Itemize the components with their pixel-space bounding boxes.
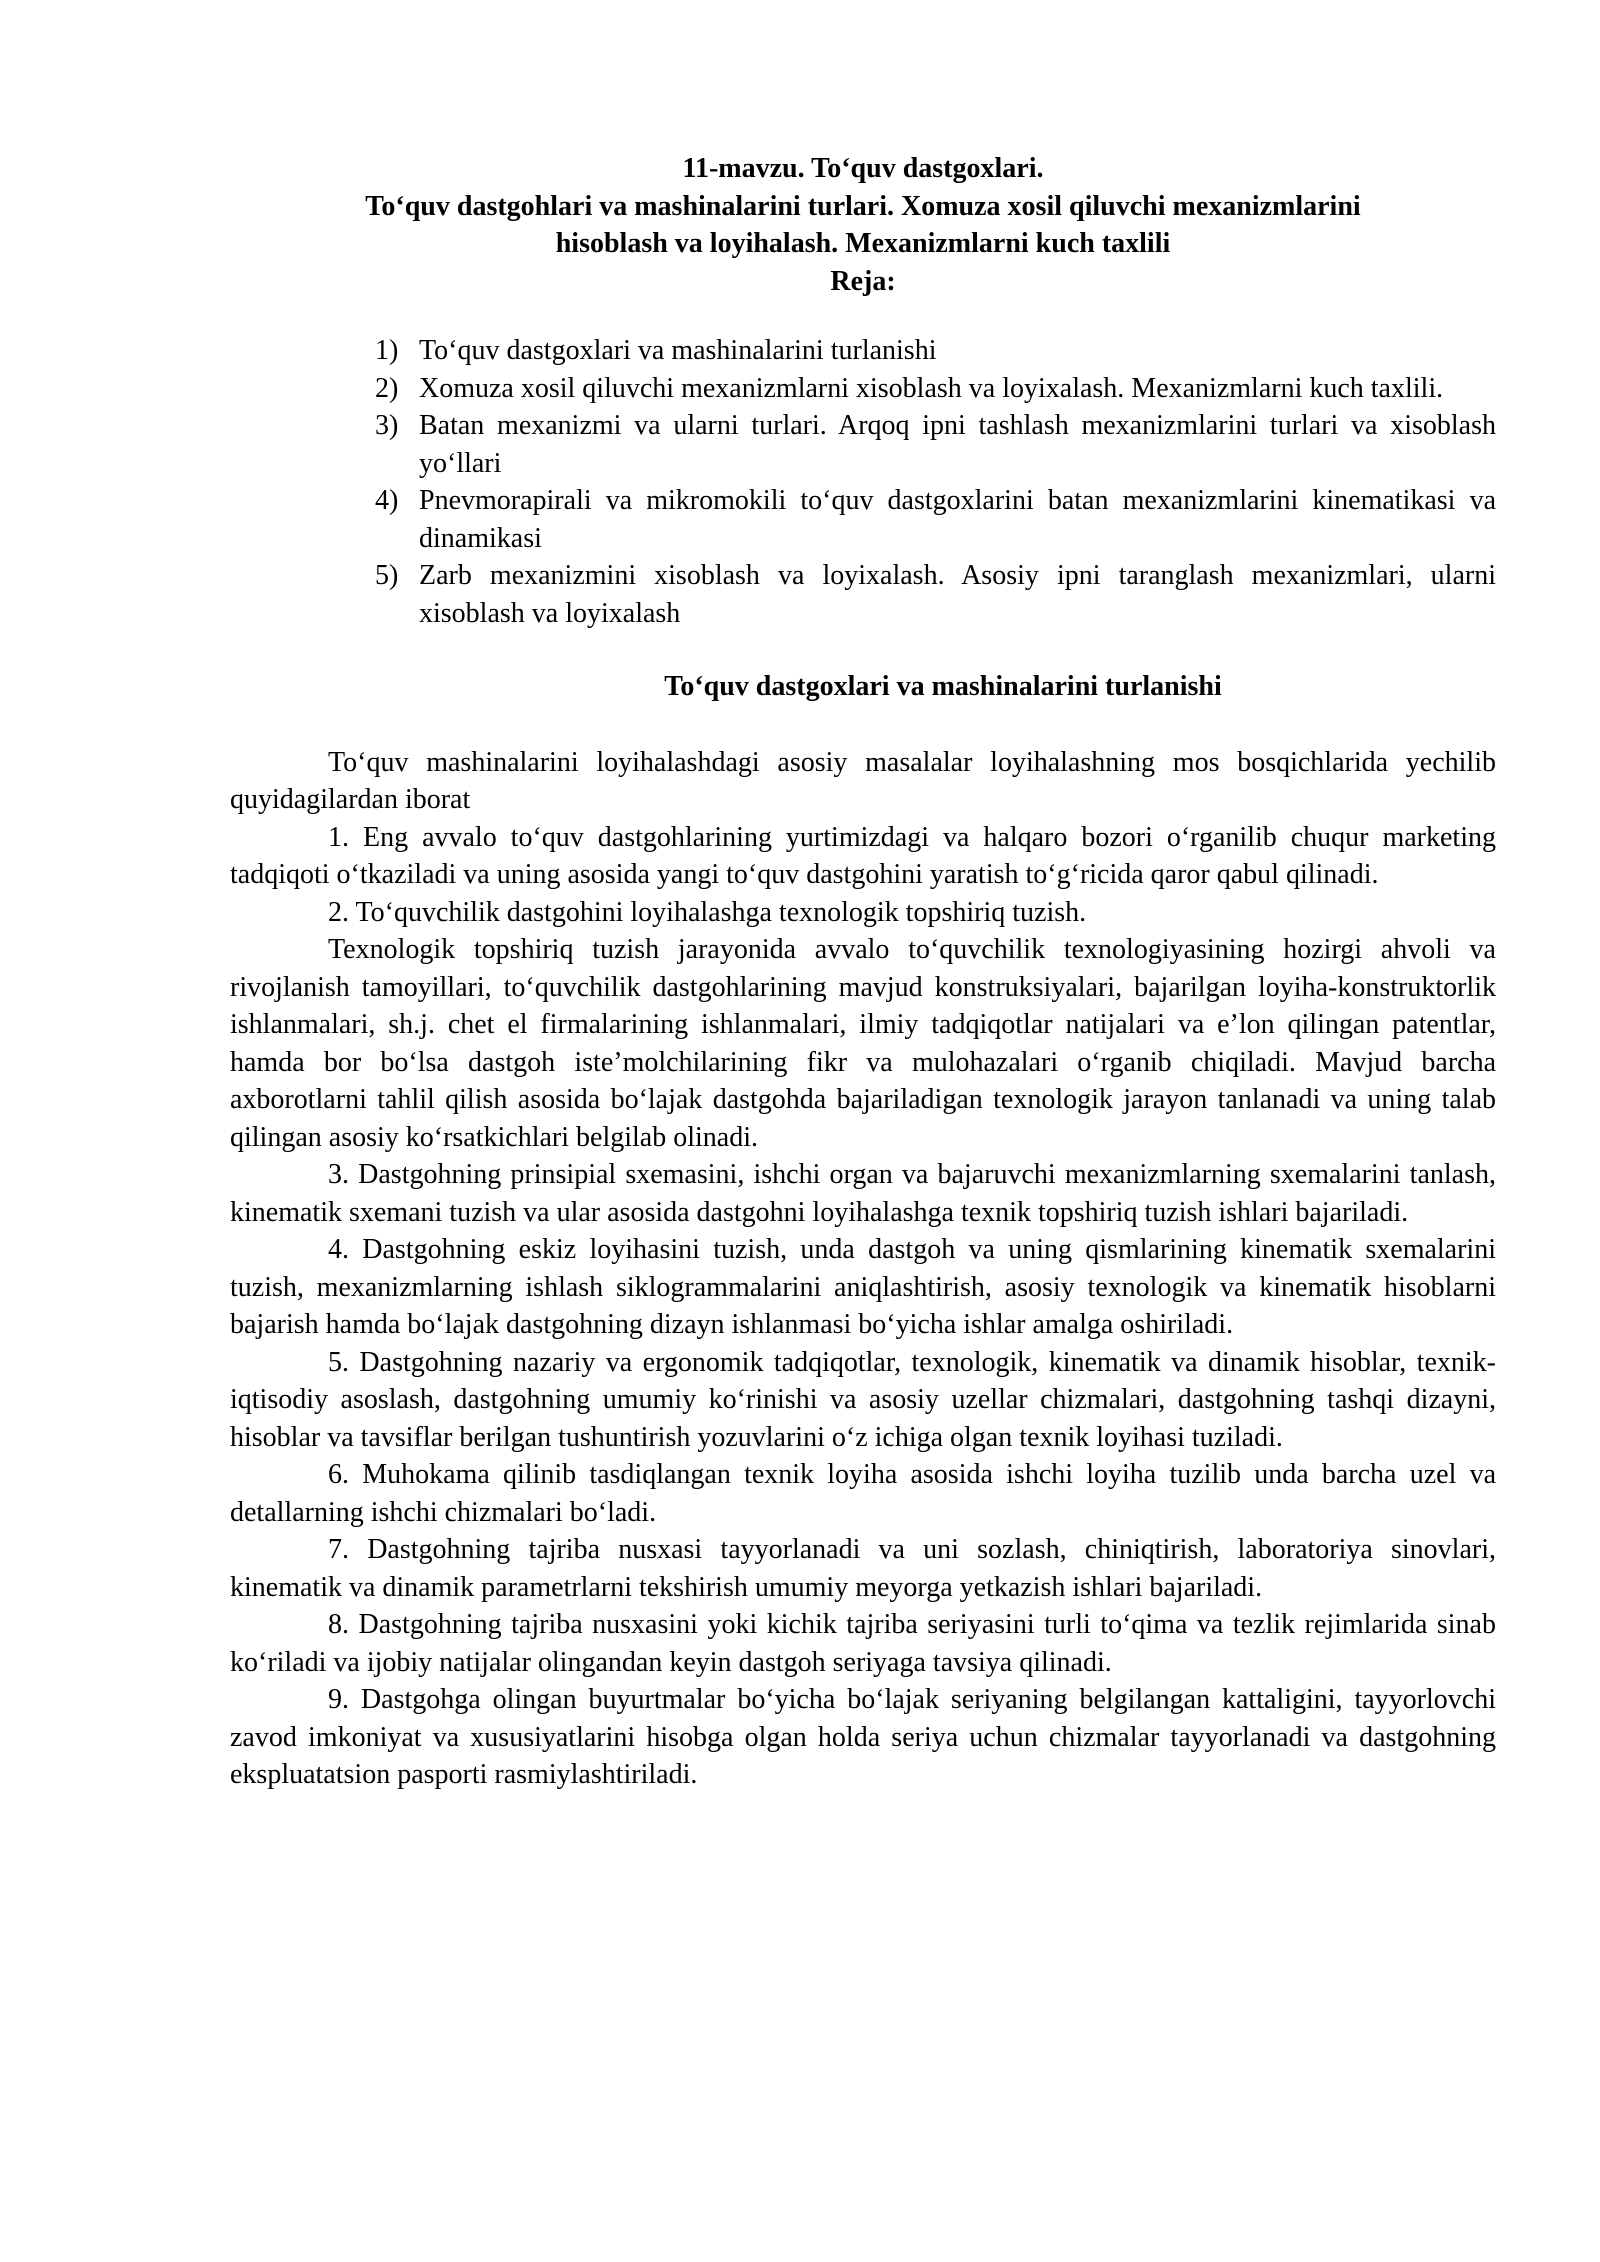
section-title: To‘quv dastgoxlari va mashinalarini turlanishi (664, 671, 1222, 702)
plan-item-text: Pnevmorapirali va mikromokili to‘quv dastgoxlarini batan mexanizmlarini kinematikasi va dinamikasi (419, 485, 1496, 554)
plan-item-number: 2) (375, 372, 399, 404)
plan-item-text: Zarb mexanizmini xisoblash va loyixalash. Asosiy ipni taranglash mexanizmlari, ularni xisoblash va loyixalash (419, 560, 1496, 629)
body-paragraph: To‘quv mashinalarini loyihalashdagi asosiy masalalar loyihalashning mos bosqichlarida yechilib quyidagilardan iborat (230, 746, 1496, 815)
topic-subtitle-line-2: hisoblash va loyihalash. Mexanizmlarni kuch taxlili (555, 228, 1171, 259)
plan-item-number: 5) (375, 560, 399, 591)
plan-item-text: To‘quv dastgoxlari va mashinalarini turlanishi (419, 335, 937, 366)
body-paragraph: 8. Dastgohning tajriba nusxasini yoki kichik tajriba seriyasini turli to‘qima va tezlik rejimlarida sinab ko‘riladi va ijobiy natijalar olingandan keyin dastgoh seriyaga tavsiya qilinadi. (230, 1609, 1496, 1678)
document-page (230, 150, 1496, 1794)
plan-item (375, 370, 1496, 408)
topic-title: 11-mavzu. To‘quv dastgoxlari. (682, 153, 1044, 184)
body-text (230, 744, 1496, 1794)
body-paragraph: 4. Dastgohning eskiz loyihasini tuzish, unda dastgoh va uning qismlarining kinematik sxemalarini tuzish, mexanizmlarning ishlash siklogrammalarini aniqlashtirish, asosiy texnologik va kinematik hisoblarni bajarish hamda bo‘lajak dastgohning dizayn ishlanmasi bo‘yicha ishlar amalga oshiriladi. (230, 1234, 1496, 1340)
body-paragraph: Texnologik topshiriq tuzish jarayonida avvalo to‘quvchilik texnologiyasining hozirgi ahvoli va rivojlanish tamoyillari, to‘quvchilik dastgohlarining mavjud konstruksiyalari, bajarilgan loyiha-konstruktorlik ishlanmalari, sh.j. chet el firmalarining ishlanmalari, ilmiy tadqiqotlar natijalari va e’lon qilingan patentlar, hamda bor bo‘lsa dastgoh iste’molchilarining fikr va mulohazalari o‘rganib chiqiladi. Mavjud barcha axborotlarni tahlil qilish asosida bo‘lajak dastgohda bajariladigan texnologik jarayon tanlanadi va uning talab qilingan asosiy ko‘rsatkichlari belgilab olinadi. (230, 934, 1496, 1153)
document-header (230, 150, 1496, 300)
body-paragraph: 2. To‘quvchilik dastgohini loyihalashga texnologik topshiriq tuzish. (328, 896, 1087, 928)
plan-item-text: Xomuza xosil qiluvchi mexanizmlarni xisoblash va loyixalash. Mexanizmlarni kuch taxlili. (419, 372, 1444, 404)
body-paragraph: 6. Muhokama qilinib tasdiqlangan texnik loyiha asosida ishchi loyiha tuzilib unda barcha uzel va detallarning ishchi chizmalari bo‘ladi. (230, 1459, 1496, 1528)
body-paragraph: 9. Dastgohga olingan buyurtmalar bo‘yicha bo‘lajak seriyaning belgilangan kattaligini, tayyorlovchi zavod imkoniyat va xususiyatlarini hisobga olgan holda seriya uchun chizmalar tayyorlanadi va dastgohning ekspluatatsion pasporti rasmiylashtiriladi. (230, 1684, 1496, 1790)
plan-item (375, 557, 1496, 632)
plan-item-number: 4) (375, 485, 399, 516)
plan-item-text: Batan mexanizmi va ularni turlari. Arqoq ipni tashlash mexanizmlarini turlari va xisoblash yo‘llari (419, 410, 1496, 479)
plan-item (375, 482, 1496, 557)
body-paragraph: 5. Dastgohning nazariy va ergonomik tadqiqotlar, texnologik, kinematik va dinamik hisoblar, texnik-iqtisodiy asoslash, dastgohning umumiy ko‘rinishi va asosiy uzellar chizmalari, dastgohning tashqi dizayni, hisoblar va tavsiflar berilgan tushuntirish yozuvlarini o‘z ichiga olgan texnik loyihasi tuziladi. (230, 1346, 1496, 1453)
body-paragraph: 3. Dastgohning prinsipial sxemasini, ishchi organ va bajaruvchi mexanizmlarning sxemalarini tanlash, kinematik sxemani tuzish va ular asosida dastgohni loyihalashga texnik topshiriq tuzish ishlari bajariladi. (230, 1159, 1496, 1228)
plan-item (375, 332, 1496, 370)
body-paragraph: 7. Dastgohning tajriba nusxasi tayyorlanadi va uni sozlash, chiniqtirish, laboratoriya sinovlari, kinematik va dinamik parametrlarni tekshirish umumiy meyorga yetkazish ishlari bajariladi. (230, 1534, 1496, 1603)
plan-item-number: 3) (375, 410, 399, 441)
plan-item-number: 1) (375, 335, 399, 366)
plan-list (230, 332, 1496, 632)
plan-item (375, 407, 1496, 482)
plan-heading: Reja: (830, 265, 896, 297)
body-paragraph: 1. Eng avvalo to‘quv dastgohlarining yurtimizdagi va halqaro bozori o‘rganilib chuqur marketing tadqiqoti o‘tkaziladi va uning asosida yangi to‘quv dastgohini yaratish to‘g‘ricida qaror qabul qilinadi. (230, 821, 1496, 890)
topic-subtitle-line-1: To‘quv dastgohlari va mashinalarini turlari. Xomuza xosil qiluvchi mexanizmlarini (365, 190, 1361, 222)
